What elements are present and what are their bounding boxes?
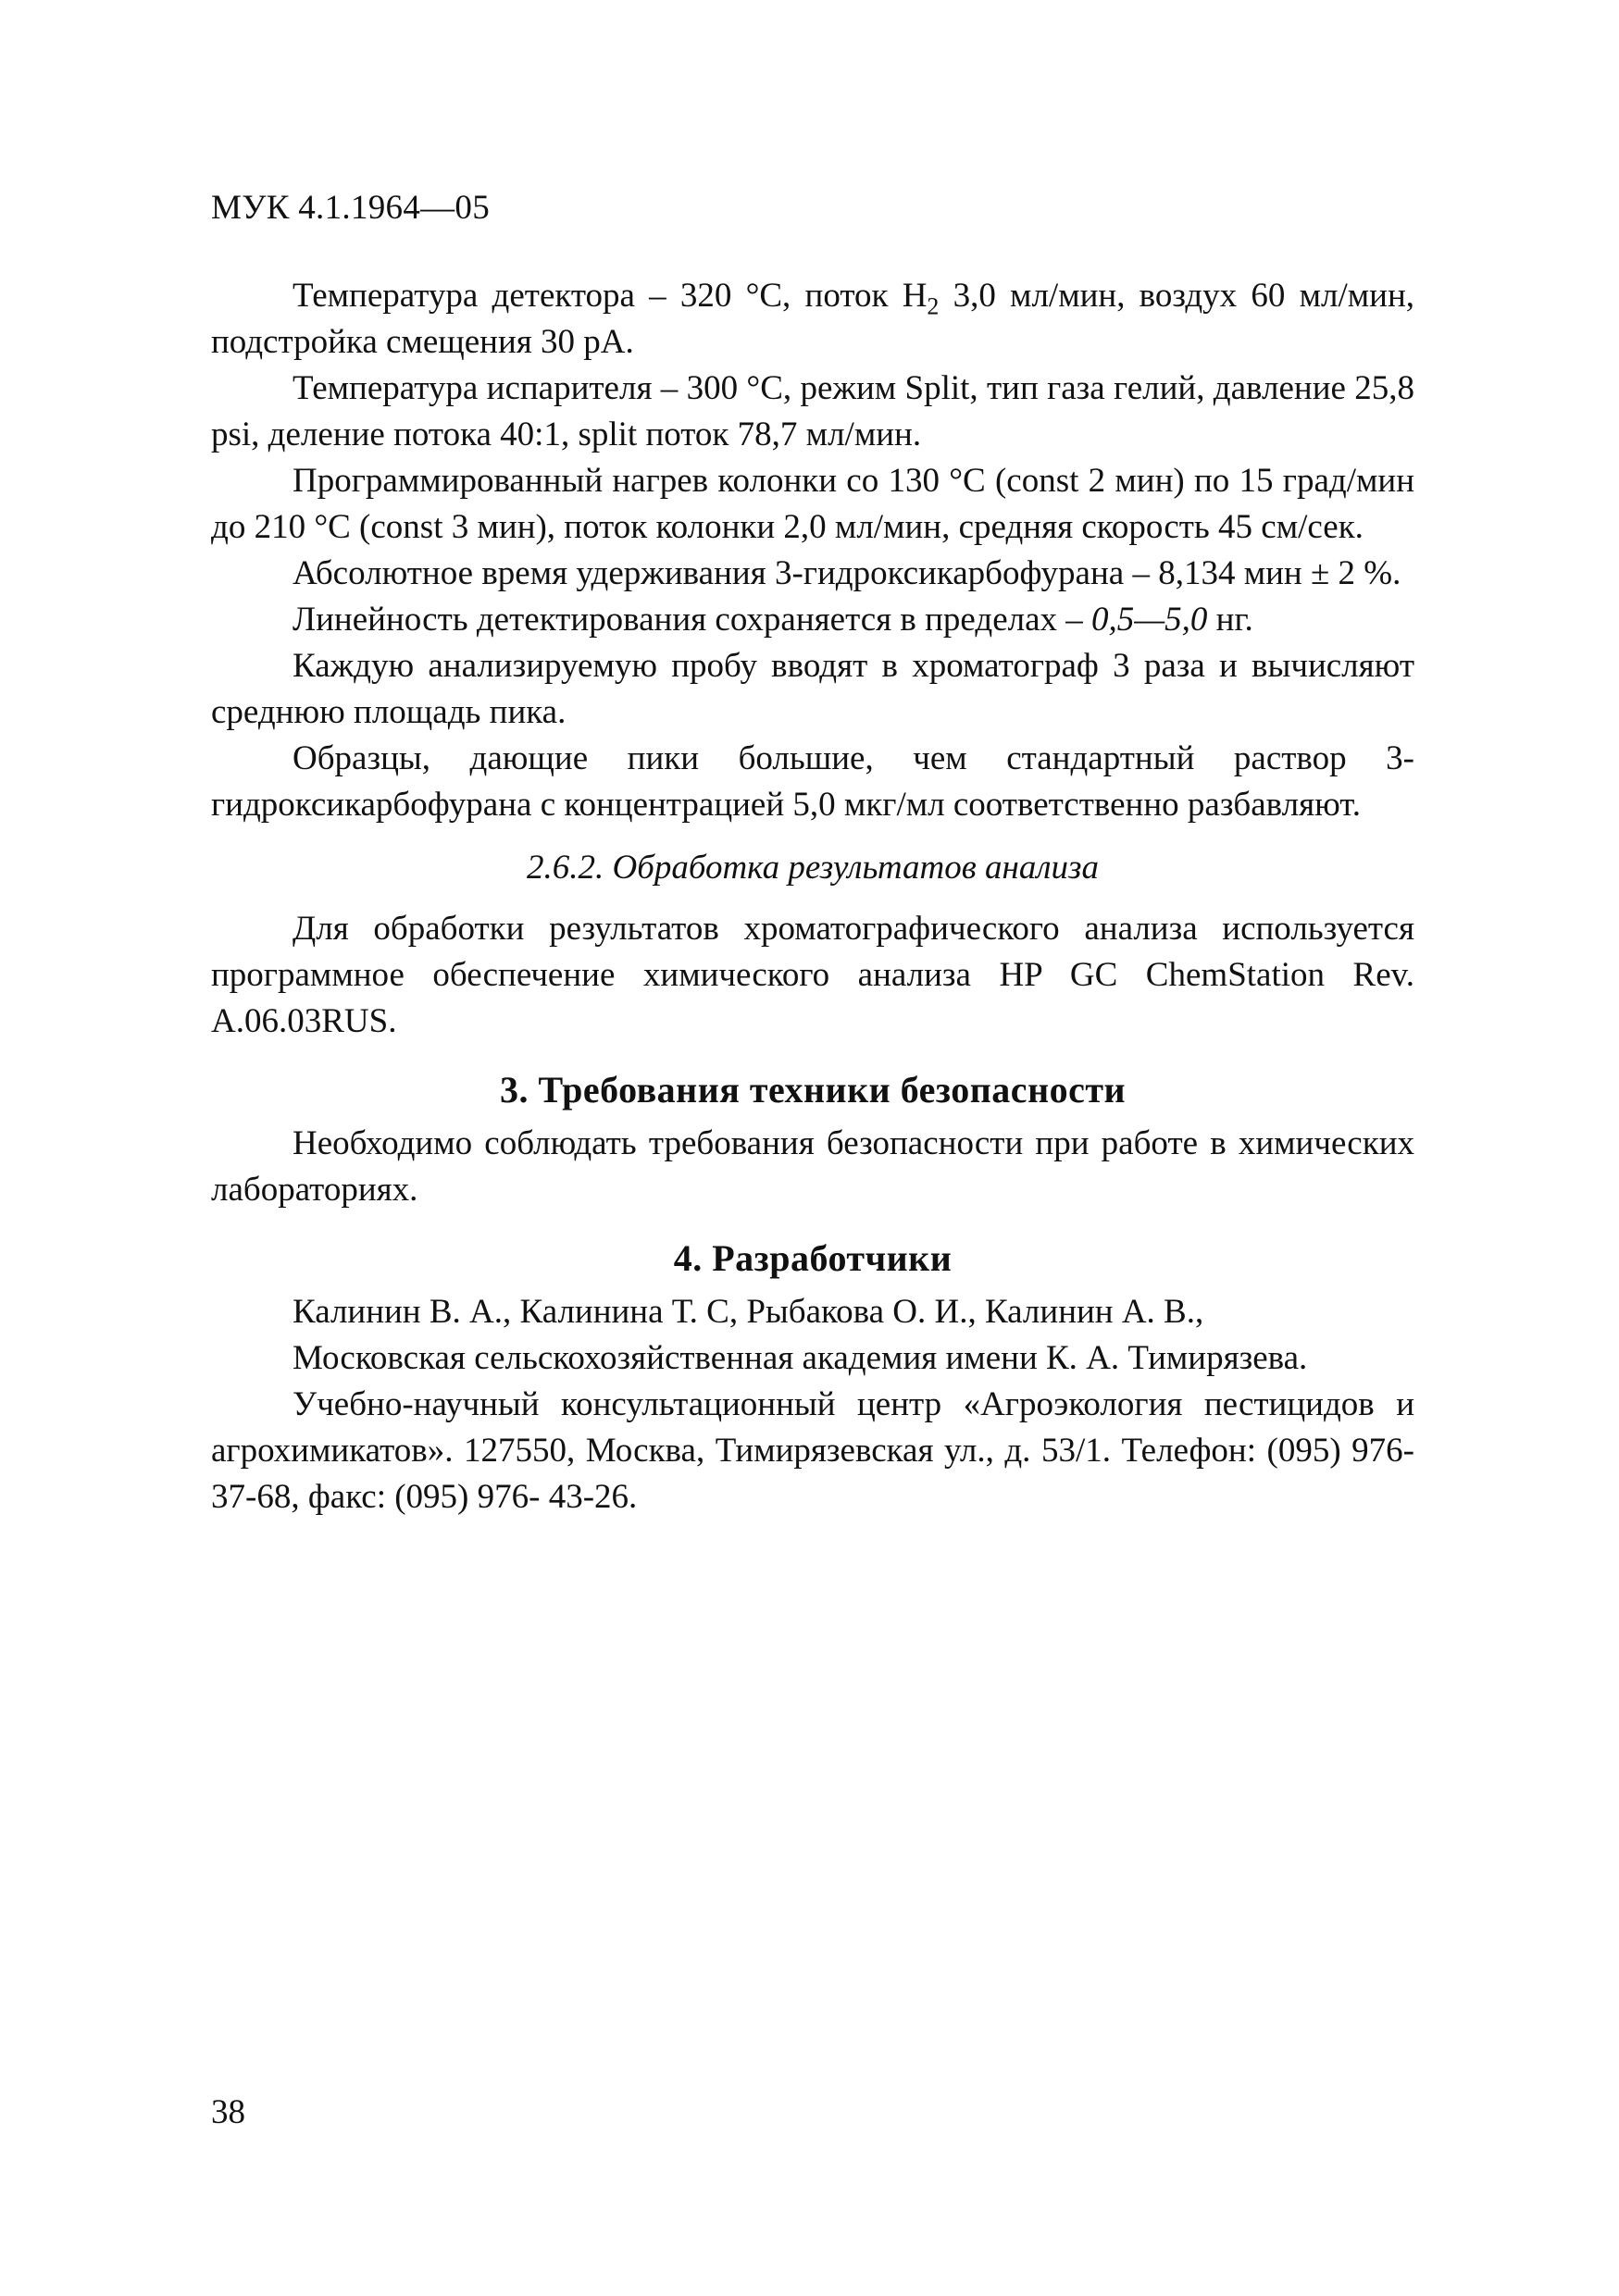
paragraph-detector-temperature [211, 273, 1414, 366]
developers-authors: Калинин В. А., Калинина Т. С, Рыбакова О. И., Калинин А. В., [293, 1293, 1204, 1331]
section-heading-3: 3. Требования техники безопасности [499, 1069, 1127, 1111]
paragraph-software: Для обработки результатов хроматографического анализа используется программное обеспечение химического анализа HP GC ChemStation Rev. A.06.03RUS. [211, 910, 1414, 1040]
paragraph-text: Температура детектора – 320 °С, поток Н [293, 277, 928, 315]
page-content [211, 273, 1414, 1520]
paragraph-text: Линейность детектирования сохраняется в пределах – [293, 601, 1091, 639]
paragraph-safety: Необходимо соблюдать требования безопасности при работе в химических лабораториях. [211, 1124, 1414, 1209]
paragraph-text: нг. [1207, 601, 1253, 639]
paragraph-evaporator-temperature: Температура испарителя – 300 °С, режим Split, тип газа гелий, давление 25,8 psi, деление потока 40:1, split поток 78,7 мл/мин. [211, 369, 1414, 453]
developers-academy: Московская сельскохозяйственная академия имени К. А. Тимирязева. [293, 1339, 1308, 1377]
paragraph-linearity [211, 597, 1414, 643]
paragraph-text: 3,0 мл/мин, воздух 60 мл/мин, подстройка смещения 30 pA. [211, 277, 1414, 361]
page-number: 38 [211, 2093, 245, 2131]
paragraph-column-heating: Программированный нагрев колонки со 130 °С (const 2 мин) по 15 град/мин до 210 °С (const 3 мин), поток колонки 2,0 мл/мин, средняя скорость 45 см/сек. [211, 462, 1414, 546]
document-code-header: МУК 4.1.1964—05 [211, 189, 491, 227]
linearity-range: 0,5—5,0 [1091, 601, 1208, 639]
subscript-text: 2 [927, 292, 940, 320]
paragraph-injection: Каждую анализируемую пробу вводят в хроматограф 3 раза и вычисляют среднюю площадь пика. [211, 647, 1414, 731]
section-heading-2-6-2: 2.6.2. Обработка результатов анализа [527, 849, 1099, 887]
paragraph-retention-time: Абсолютное время удерживания 3-гидроксикарбофурана – 8,134 мин ± 2 %. [293, 554, 1401, 592]
developers-center: Учебно-научный консультационный центр «Агроэкология пестицидов и агрохимикатов». 127550, Москва, Тимирязевская ул., д. 53/1. Телефон: (095) 976-37-68, факс: (095) 976- 43-26. [211, 1385, 1414, 1516]
paragraph-dilution: Образцы, дающие пики большие, чем стандартный раствор 3-гидроксикарбофурана с концентрацией 5,0 мкг/мл соответственно разбавляют. [211, 739, 1414, 824]
section-heading-4: 4. Разработчики [673, 1237, 953, 1279]
